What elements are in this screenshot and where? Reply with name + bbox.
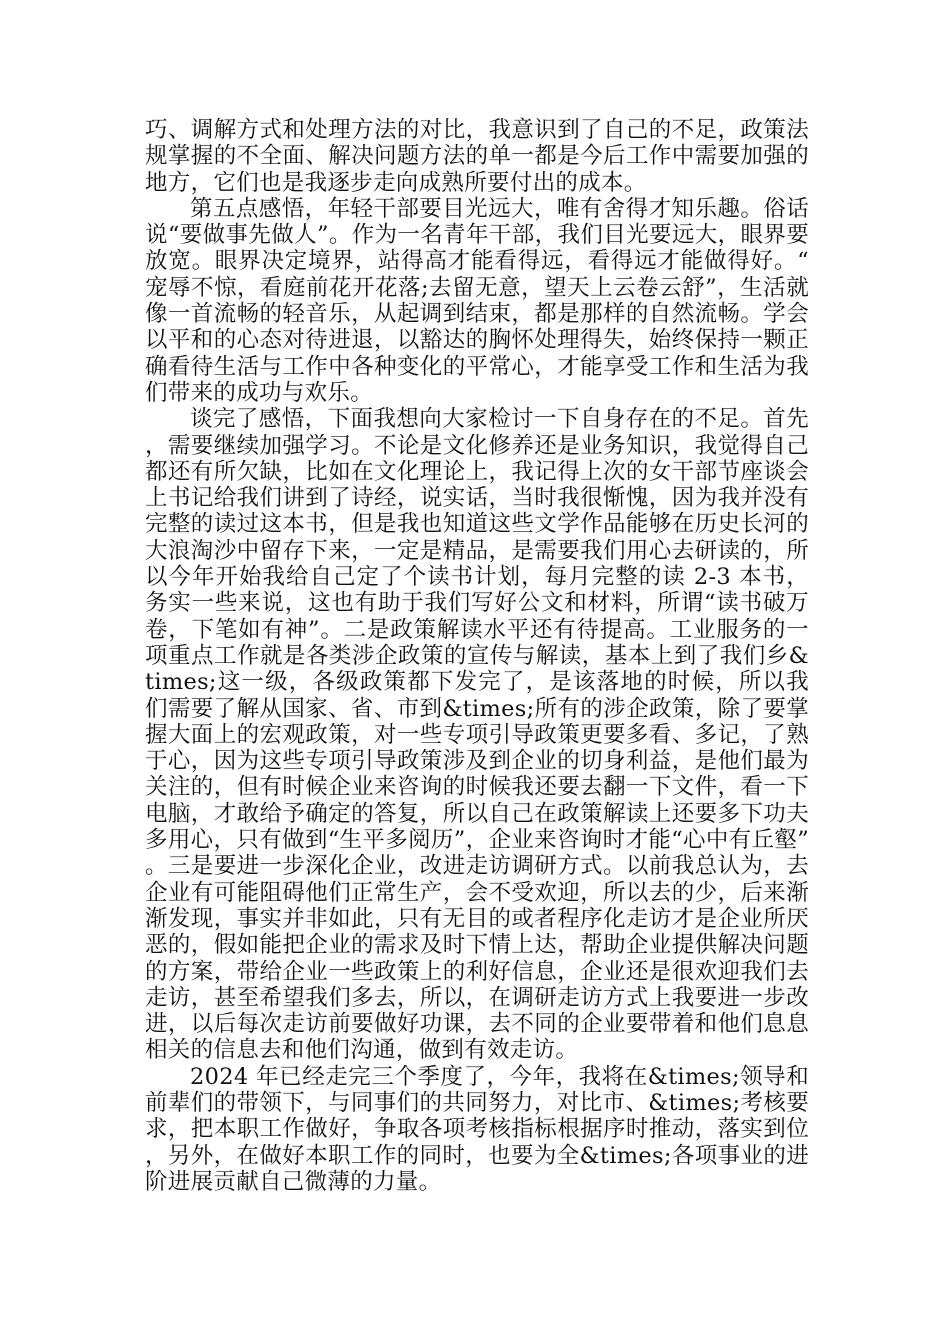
paragraph-shortcomings: 谈完了感悟，下面我想向大家检讨一下自身存在的不足。首先，需要继续加强学习。不论是文化修养还是业务知识，我觉得自己都还有所欠缺，比如在文化理论上，我记得上次的女干部节座谈会上书记给我们讲到了诗经，说实话，当时我很惭愧，因为我并没有完整的读过这本书，但是我也知道这些文学作品能够在历史长河的大浪淘沙中留存下来，一定是精品，是需要我们用心去研读的，所以今年开始我给自己定了个读书计划，每月完整的读 2-3 本书，务实一些来说，这也有助于我们写好公文和材料，所谓“读书破万卷，下笔如有神”。二是政策解读水平还有待提高。工业服务的一项重点工作就是各类涉企政策的宣传与解读，基本上到了我们乡&times;这一级，各级政策都下发完了，是该落地的时候，所以我们需要了解从国家、省、市到&times;所有的涉企政策，除了要掌握大面上的宏观政策，对一些专项引导政策更要多看、多记，了熟于心，因为这些专项引导政策涉及到企业的切身利益，是他们最为关注的，但有时候企业来咨询的时候我还要去翻一下文件，看一下电脑，才敢给予确定的答复，所以自己在政策解读上还要多下功夫多用心，只有做到“生平多阅历”，企业来咨询时才能“心中有丘壑”。三是要进一步深化企业，改进走访调研方式。以前我总认为，去企业有可能阻碍他们正常生产，会不受欢迎，所以去的少，后来渐渐发现，事实并非如此，只有无目的或者程序化走访才是企业所厌恶的，假如能把企业的需求及时下情上达，帮助企业提供解决问题的方案，带给企业一些政策上的利好信息，企业还是很欢迎我们去走访，甚至希望我们多去，所以，在调研走访方式上我要进一步改进，以后每次走访前要做好功课，去不同的企业要带着和他们息息相关的信息去和他们沟通，做到有效走访。 <box>145 406 809 1064</box>
paragraph-plan-2024: 2024 年已经走完三个季度了，今年，我将在&times;领导和前辈们的带领下，与同事们的共同努力，对比市、&times;考核要求，把本职工作做好，争取各项考核指标根据序时推动，落实到位，另外，在做好本职工作的同时，也要为全&times;各项事业的进阶进展贡献自己微薄的力量。 <box>145 1063 809 1195</box>
paragraph-fifth-insight: 第五点感悟，年轻干部要目光远大，唯有舍得才知乐趣。俗话说“要做事先做人”。作为一名青年干部，我们目光要远大，眼界要放宽。眼界决定境界，站得高才能看得远，看得远才能做得好。“宠辱不惊，看庭前花开花落;去留无意，望天上云卷云舒”，生活就像一首流畅的轻音乐，从起调到结束，都是那样的自然流畅。学会以平和的心态对待进退，以豁达的胸怀处理得失，始终保持一颗正确看待生活与工作中各种变化的平常心，才能享受工作和生活为我们带来的成功与欢乐。 <box>145 195 809 406</box>
paragraph-continuation: 巧、调解方式和处理方法的对比，我意识到了自己的不足，政策法规掌握的不全面、解决问题方法的单一都是今后工作中需要加强的地方，它们也是我逐步走向成熟所要付出的成本。 <box>145 117 809 196</box>
document-page <box>145 117 809 1195</box>
